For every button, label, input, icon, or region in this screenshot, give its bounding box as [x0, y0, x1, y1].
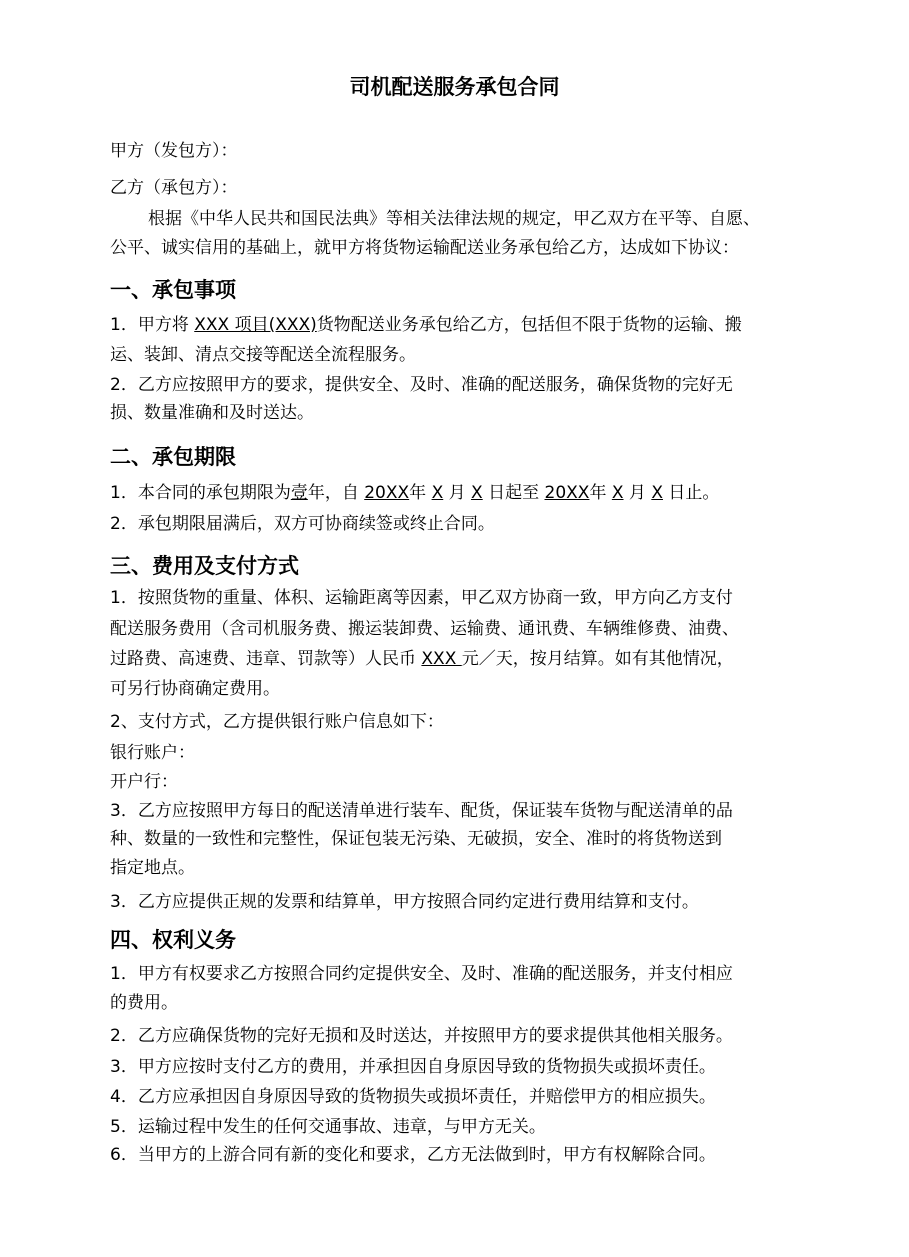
s3-item-2: 2、支付方式，乙方提供银行账户信息如下：: [110, 712, 444, 732]
s3-item-3-line-1: 3．乙方应按照甲方每日的配送清单进行装车、配货，保证装车货物与配送清单的品: [110, 801, 733, 821]
document-title: 司机配送服务承包合同: [349, 75, 560, 99]
s3-item-3-line-3: 指定地点。: [110, 858, 195, 878]
s2-item-2: 2．承包期限届满后，双方可协商续签或终止合同。: [110, 514, 495, 534]
section-4-heading: 四、权利义务: [110, 928, 236, 952]
project-name: XXX 项目(XXX): [194, 315, 317, 335]
start-month: X: [431, 483, 444, 503]
start-day: X: [471, 483, 483, 503]
s4-item-4: 4．乙方应承担因自身原因导致的货物损失或损坏责任，并赔偿甲方的相应损失。: [110, 1087, 716, 1107]
s4-item-1-line-2: 的费用。: [110, 993, 178, 1013]
section-3-heading: 三、费用及支付方式: [110, 554, 299, 578]
daily-fee-amount: XXX: [421, 649, 462, 669]
s4-item-5: 5．运输过程中发生的任何交通事故、违章，与甲方无关。: [110, 1117, 546, 1137]
section-2-heading: 二、承包期限: [110, 445, 236, 469]
s2-item-1: 1．本合同的承包期限为壹年，自 20XX年 X 月 X 日起至 20XX年 X 月 X 日止。: [110, 483, 720, 503]
s3-item-4: 3．乙方应提供正规的发票和结算单，甲方按照合同约定进行费用结算和支付。: [110, 892, 699, 912]
s1-item-2-line-2: 损、数量准确和及时送达。: [110, 403, 314, 423]
s3-item-1-line-2: 配送服务费用（含司机服务费、搬运装卸费、运输费、通讯费、车辆维修费、油费、: [110, 619, 739, 639]
s4-item-1-line-1: 1．甲方有权要求乙方按照合同约定提供安全、及时、准确的配送服务，并支付相应: [110, 964, 733, 984]
intro-line-2: 公平、诚实信用的基础上，就甲方将货物运输配送业务承包给乙方，达成如下协议：: [110, 238, 739, 258]
party-b-line: 乙方（承包方）：: [110, 178, 238, 198]
term-value: 壹: [290, 483, 308, 503]
s3-item-1-line-4: 可另行协商确定费用。: [110, 679, 280, 699]
end-day: X: [651, 483, 663, 503]
bank-name-line: 开户行：: [110, 772, 178, 792]
bank-account-line: 银行账户：: [110, 743, 195, 763]
s4-item-6: 6．当甲方的上游合同有新的变化和要求，乙方无法做到时，甲方有权解除合同。: [110, 1145, 716, 1165]
s1-item-2-line-1: 2．乙方应按照甲方的要求，提供安全、及时、准确的配送服务，确保货物的完好无: [110, 375, 733, 395]
party-a-line: 甲方（发包方）：: [110, 141, 238, 161]
s4-item-3: 3．甲方应按时支付乙方的费用，并承担因自身原因导致的货物损失或损坏责任。: [110, 1057, 716, 1077]
section-1-heading: 一、承包事项: [110, 278, 236, 302]
intro-line-1: 根据《中华人民共和国民法典》等相关法律法规的规定，甲乙双方在平等、自愿、: [148, 209, 760, 229]
s3-item-1-line-3: 过路费、高速费、违章、罚款等）人民币 XXX 元／天，按月结算。如有其他情况，: [110, 649, 734, 669]
s1-item-1-line-1: 1．甲方将 XXX 项目(XXX)货物配送业务承包给乙方，包括但不限于货物的运输、搬: [110, 315, 742, 335]
s4-item-2: 2．乙方应确保货物的完好无损和及时送达，并按照甲方的要求提供其他相关服务。: [110, 1026, 733, 1046]
s3-item-3-line-2: 种、数量的一致性和完整性，保证包装无污染、无破损，安全、准时的将货物送到: [110, 829, 722, 849]
end-year: 20XX: [544, 483, 590, 503]
start-year: 20XX: [364, 483, 410, 503]
end-month: X: [611, 483, 624, 503]
s3-item-1-line-1: 1．按照货物的重量、体积、运输距离等因素，甲乙双方协商一致，甲方向乙方支付: [110, 588, 733, 608]
s1-item-1-line-2: 运、装卸、清点交接等配送全流程服务。: [110, 345, 416, 365]
